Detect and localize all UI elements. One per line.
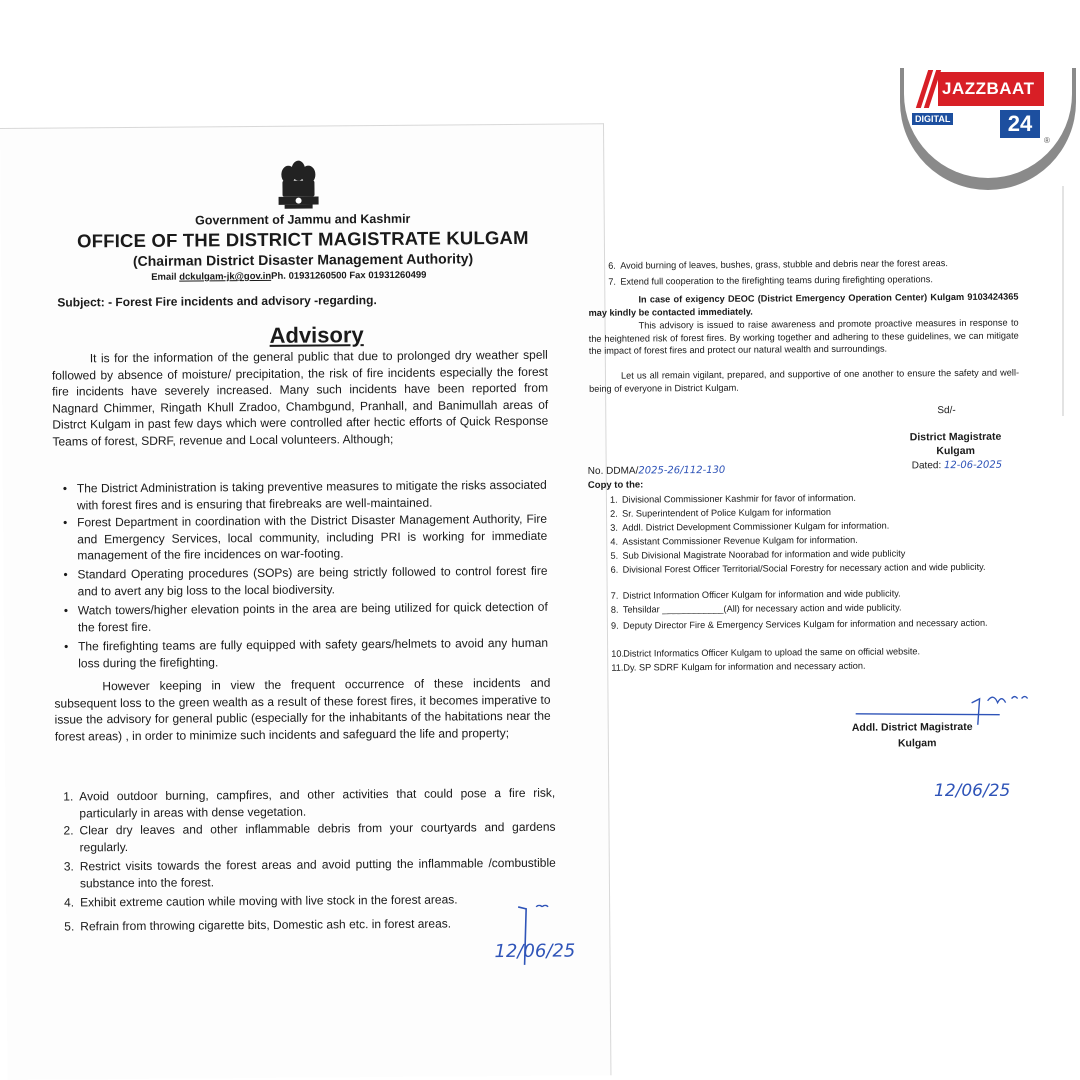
copy-number: 4. bbox=[610, 536, 619, 547]
dated-line bbox=[912, 460, 1002, 472]
point-text: Clear dry leaves and other inflammable debris from your courtyards and gardens regularly. bbox=[79, 819, 556, 854]
phone-fax: Ph. 01931260500 Fax 01931260499 bbox=[271, 269, 427, 282]
copy-number: 9. bbox=[610, 620, 619, 631]
signatory-place: Kulgam bbox=[936, 444, 975, 458]
handwritten-date: 12/06/25 bbox=[934, 781, 1011, 801]
copy-item bbox=[593, 659, 1021, 675]
advisory-point bbox=[590, 257, 1018, 273]
copy-text: Addl. District Development Commissioner Kulgam for information. bbox=[622, 520, 890, 533]
advisory-page-2 bbox=[576, 240, 1040, 764]
copy-number: 2. bbox=[610, 508, 618, 519]
copy-item bbox=[593, 617, 1021, 633]
advisory-point bbox=[64, 855, 556, 892]
advisory-point bbox=[64, 891, 556, 911]
reference-handwritten: 2025-26/112-130 bbox=[638, 464, 726, 477]
advisory-point bbox=[63, 785, 555, 822]
dated-label: Dated: bbox=[911, 460, 942, 472]
dated-handwritten: 12-06-2025 bbox=[943, 459, 1003, 472]
copy-text: Deputy Director Fire & Emergency Services Kulgam for information and necessary action. bbox=[622, 617, 988, 631]
handwritten-signature-date bbox=[490, 904, 611, 975]
office-title: OFFICE OF THE DISTRICT MAGISTRATE KULGAM bbox=[76, 226, 529, 252]
measure-item: • Forest Department in coordination with the District Disaster Management Authority, Fire and Emergency Services, local community, including PRI is working for immediate management of the fire incidences on war-footing. bbox=[67, 511, 547, 564]
copy-item bbox=[592, 505, 1020, 521]
however-paragraph: However keeping in view the frequent occurrence of these incidents and subsequent loss to the green wealth as a result of these forest fires, it becomes imperative to issue the advisory for general public (especially for the inhabitants of the habitations near the forest areas) , in order to minimize such incidents and safeguard the life and property; bbox=[54, 675, 551, 744]
copy-item bbox=[593, 561, 1021, 577]
logo-registered: ® bbox=[1044, 136, 1050, 145]
point-number: 7. bbox=[608, 276, 617, 287]
copy-item bbox=[592, 547, 1020, 563]
page-edge bbox=[1062, 186, 1064, 416]
email-link[interactable]: dckulgam-jk@gov.in bbox=[179, 270, 272, 283]
intro-paragraph: It is for the information of the general public that due to prolonged dry weather spell followed by absence of moisture/ precipitation, the risk of fire incidents especially the forest fire incidents have severely increased. Many such incidents have been reported from Nagnard Chimmer, Ringath Khull Zradoo, Chambgund, Pranhall, and Banimullah areas of Distrct Kulgam in past few days which were controlled after hectic efforts of Quick Response Teams of forest, SDRF, revenue and Local volunteers. Although; bbox=[51, 347, 549, 449]
copy-text: Sr. Superintendent of Police Kulgam for information bbox=[622, 507, 832, 519]
copy-item bbox=[592, 491, 1020, 507]
government-line: Government of Jammu and Kashmir bbox=[195, 211, 411, 228]
measure-item: • Standard Operating procedures (SOPs) are being strictly followed to control forest fire and to avert any big loss to the local biodiversity. bbox=[67, 563, 547, 600]
copy-number: 11. bbox=[611, 662, 624, 673]
contact-line bbox=[151, 270, 426, 283]
copy-to-heading: Copy to the: bbox=[587, 479, 644, 491]
point-text: Restrict visits towards the forest areas and avoid putting the inflammable /combustible substance into the forest. bbox=[79, 855, 556, 890]
copy-text: Tehsildar ____________(All) for necessary action and wide publicity. bbox=[622, 602, 902, 615]
copy-item bbox=[593, 601, 1021, 617]
point-number: 3. bbox=[63, 859, 74, 874]
logo-number: 24 bbox=[1000, 110, 1040, 138]
point-number: 2. bbox=[63, 823, 74, 838]
measure-item: • The District Administration is taking preventive measures to mitigate the risks associated with forest fires and is ensuring that firebreaks are well-maintained. bbox=[67, 477, 547, 514]
copy-item bbox=[593, 587, 1021, 603]
copy-text: Assistant Commissioner Revenue Kulgam for information. bbox=[622, 534, 858, 547]
copy-number: 8. bbox=[610, 604, 619, 615]
sd-mark: Sd/- bbox=[937, 405, 956, 417]
copy-number: 3. bbox=[610, 522, 618, 533]
copy-number: 6. bbox=[610, 564, 619, 575]
handwritten-date: 12/06/25 bbox=[494, 940, 576, 963]
copy-item bbox=[592, 519, 1020, 535]
point-text: Exhibit extreme caution while moving with live stock in the forest areas. bbox=[80, 892, 458, 910]
handwritten-date-right bbox=[930, 772, 1070, 812]
awareness-paragraph: This advisory is issued to raise awareness and promote proactive measures in response to the heightened risk of forest fires. By working together and adhering to these guidelines, we can mitigate the impact of forest fires and protect our natural wealth and surroundings. bbox=[588, 317, 1019, 356]
copy-number: 5. bbox=[610, 550, 619, 561]
point-text: Extend full cooperation to the firefighting teams during firefighting operations. bbox=[620, 274, 933, 287]
logo-brand: JAZZBAAT bbox=[942, 79, 1035, 98]
reference-number bbox=[588, 465, 726, 477]
reference-label: No. DDMA/ bbox=[587, 465, 639, 477]
measure-item: • The firefighting teams are fully equipped with safety gears/helmets to avoid any human loss during the firefighting. bbox=[68, 635, 548, 672]
point-number: 5. bbox=[64, 919, 75, 934]
vigilant-paragraph: Let us all remain vigilant, prepared, and supportive of one another to ensure the safety and well-being of everyone in District Kulgam. bbox=[589, 367, 1020, 394]
copy-text: Divisional Commissioner Kashmir for favor of information. bbox=[621, 492, 856, 505]
signatory-title: District Magistrate bbox=[909, 430, 1002, 444]
point-text: Avoid burning of leaves, bushes, grass, stubble and debris near the forest areas. bbox=[620, 258, 948, 271]
copy-item bbox=[593, 645, 1021, 661]
jazzbaat-logo[interactable] bbox=[898, 60, 1080, 196]
advisory-title: Advisory bbox=[269, 322, 364, 348]
copy-text: Sub Divisional Magistrate Noorabad for information and wide publicity bbox=[622, 548, 906, 561]
email-label: Email bbox=[151, 271, 177, 283]
point-number: 4. bbox=[64, 895, 75, 910]
advisory-point bbox=[590, 273, 1018, 289]
point-number: 6. bbox=[608, 260, 616, 271]
advisory-point bbox=[63, 819, 555, 856]
point-text: Refrain from throwing cigarette bits, Domestic ash etc. in forest areas. bbox=[80, 916, 452, 934]
copy-number: 1. bbox=[609, 494, 618, 505]
point-text: Avoid outdoor burning, campfires, and other activities that could pose a fire risk, particularly in areas with dense vegetation. bbox=[79, 785, 556, 820]
copy-text: Dy. SP SDRF Kulgam for information and necessary action. bbox=[623, 660, 866, 673]
addl-dm-place: Kulgam bbox=[897, 737, 937, 750]
logo-digital: DIGITAL bbox=[912, 113, 953, 125]
copy-text: Divisional Forest Officer Territorial/Social Forestry for necessary action and wide publicity. bbox=[622, 561, 986, 575]
subject-line: Subject: - Forest Fire incidents and advisory -regarding. bbox=[57, 293, 377, 310]
point-number: 1. bbox=[63, 789, 74, 804]
advisory-page-1 bbox=[0, 123, 611, 1080]
addl-dm-title: Addl. District Magistrate bbox=[851, 720, 973, 734]
copy-number: 10. bbox=[611, 648, 625, 659]
emergency-contact: In case of exigency DEOC (District Emergency Operation Center) Kulgam 9103424365 may kindly be contacted immediately. bbox=[588, 291, 1019, 318]
copy-number: 7. bbox=[610, 590, 619, 601]
advisory-point bbox=[64, 915, 556, 935]
copy-text: District Informatics Officer Kulgam to upload the same on official website. bbox=[623, 646, 921, 659]
copy-text: District Information Officer Kulgam for information and wide publicity. bbox=[622, 588, 901, 601]
copy-item bbox=[592, 533, 1020, 549]
chairman-line: (Chairman District Disaster Management Authority) bbox=[132, 250, 474, 269]
measure-item: • Watch towers/higher elevation points in the area are being utilized for quick detection of the forest fire. bbox=[68, 599, 548, 636]
